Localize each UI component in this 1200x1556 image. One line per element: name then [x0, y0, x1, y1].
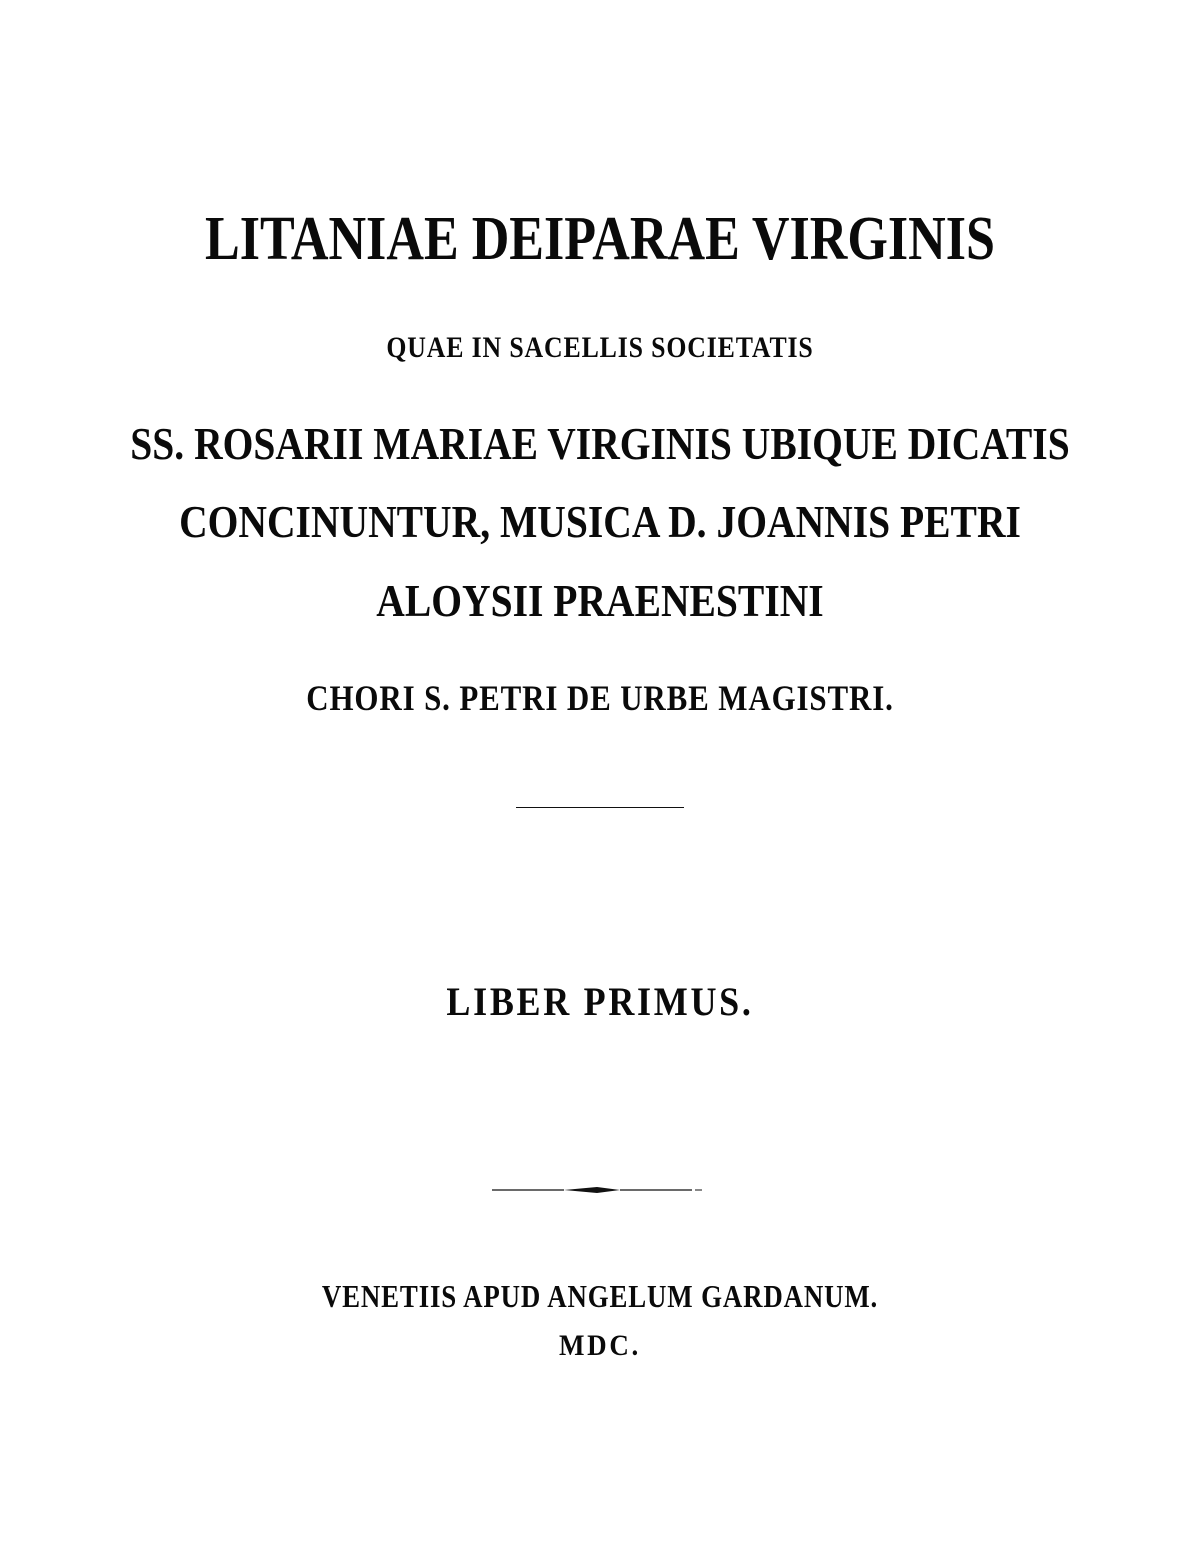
page-title: LITANIAE DEIPARAE VIRGINIS	[204, 205, 996, 273]
imprint: VENETIIS APUD ANGELUM GARDANUM.	[321, 1278, 879, 1314]
subtitle-line-1: QUAE IN SACELLIS SOCIETATIS	[386, 331, 814, 364]
book-label: LIBER PRIMUS.	[446, 979, 754, 1024]
subtitle-line-3: CONCINUNTUR, MUSICA D. JOANNIS PETRI	[179, 496, 1021, 547]
subtitle-line-4: ALOYSII PRAENESTINI	[376, 575, 824, 626]
horizontal-rule-divider	[516, 807, 684, 808]
subtitle-line-5: CHORI S. PETRI DE URBE MAGISTRI.	[306, 678, 894, 718]
publication-year: MDC.	[558, 1329, 642, 1362]
ornamental-rule-divider	[492, 1183, 704, 1197]
subtitle-line-2: SS. ROSARII MARIAE VIRGINIS UBIQUE DICATIS	[130, 418, 1070, 469]
